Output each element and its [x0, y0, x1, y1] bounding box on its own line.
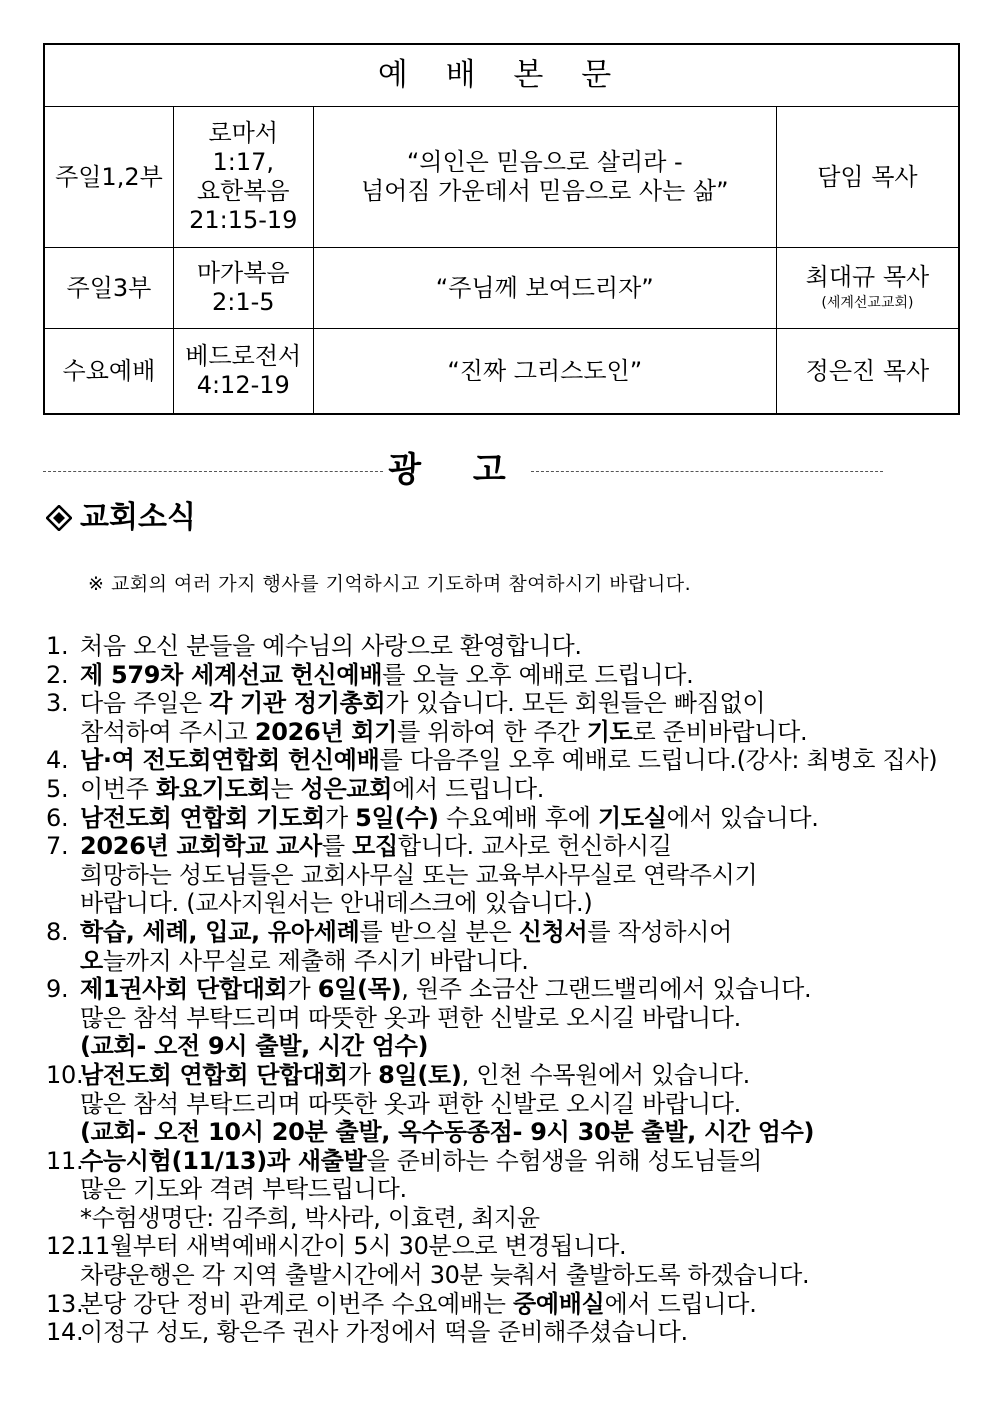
- announcement-list: [46, 632, 976, 1347]
- scripture-ref: 마가복음 2:1-5: [173, 248, 313, 329]
- sermon-table-title: 예 배 본 문: [44, 44, 959, 107]
- item-text: 남전도회 연합회 기도회가 5일(수) 수요예배 후에 기도실에서 있습니다.: [80, 803, 819, 832]
- announcement-item: [46, 775, 976, 804]
- item-text: 제1권사회 단합대회가 6일(목), 원주 소금산 그랜드밸리에서 있습니다.: [80, 975, 812, 1004]
- item-text: 남전도회 연합회 단합대회가 8일(토), 인천 수목원에서 있습니다.: [80, 1060, 750, 1089]
- item-text: 본당 강단 정비 관계로 이번주 수요예배는 중예배실에서 드립니다.: [80, 1289, 757, 1318]
- item-number: 11.: [46, 1146, 84, 1175]
- item-number: 3.: [46, 689, 69, 718]
- item-text: 처음 오신 분들을 예수님의 사랑으로 환영합니다.: [80, 632, 582, 660]
- announcement-item: [46, 1318, 976, 1347]
- preacher-church: (세계선교교회): [821, 294, 914, 311]
- item-number: 1.: [46, 632, 69, 660]
- announcement-item: [46, 1061, 976, 1090]
- preacher: 정은진 목사: [776, 329, 959, 415]
- item-text: 11월부터 새벽예배시간이 5시 30분으로 변경됩니다.: [80, 1232, 627, 1261]
- announcement-item-continued: [46, 1032, 976, 1061]
- announcement-item: [46, 1147, 976, 1176]
- item-text: 바랍니다. (교사지원서는 안내데스크에 있습니다.): [80, 889, 593, 918]
- item-text: 이정구 성도, 황은주 권사 가정에서 떡을 준비해주셨습니다.: [80, 1318, 688, 1347]
- item-text: 오늘까지 사무실로 제출해 주시기 바랍니다.: [80, 946, 529, 975]
- preacher: 최대규 목사 (세계선교교회): [776, 248, 959, 329]
- announcement-item-continued: [46, 1090, 976, 1119]
- section-title-text: 교회소식: [80, 500, 196, 535]
- item-text: 2026년 교회학교 교사를 모집합니다. 교사로 헌신하시길: [80, 832, 672, 861]
- item-text: (교회- 오전 9시 출발, 시간 엄수): [80, 1032, 429, 1061]
- announcements-title: 광 고: [388, 450, 526, 490]
- announcement-item: [46, 746, 976, 775]
- item-text: 많은 기도와 격려 부탁드립니다.: [80, 1175, 407, 1204]
- item-number: 8.: [46, 917, 69, 946]
- sermon-row: [44, 248, 959, 329]
- sermon-row: [44, 107, 959, 248]
- diamond-icon: [46, 505, 72, 531]
- announcement-item: [46, 632, 976, 661]
- item-text: 수능시험(11/13)과 새출발을 준비하는 수험생을 위해 성도님들의: [80, 1146, 762, 1175]
- item-number: 4.: [46, 746, 69, 775]
- announcement-item-continued: [46, 1261, 976, 1290]
- item-text: 제 579차 세계선교 헌신예배를 오늘 오후 예배로 드립니다.: [80, 660, 694, 689]
- announcement-item: [46, 832, 976, 861]
- announcement-note: ※ 교회의 여러 가지 행사를 기억하시고 기도하며 참여하시기 바랍니다.: [88, 573, 692, 595]
- announcement-item-continued: [46, 718, 976, 747]
- sermon-title: “의인은 믿음으로 살리라 - 넘어짐 가운데서 믿음으로 사는 삶”: [313, 107, 776, 248]
- item-text: 많은 참석 부탁드리며 따뜻한 옷과 편한 신발로 오시길 바랍니다.: [80, 1003, 741, 1032]
- item-text: 이번주 화요기도회는 성은교회에서 드립니다.: [80, 774, 545, 803]
- preacher: 담임 목사: [776, 107, 959, 248]
- item-number: 12.: [46, 1232, 84, 1261]
- item-text: 참석하여 주시고 2026년 회기를 위하여 한 주간 기도로 준비바랍니다.: [80, 717, 808, 746]
- item-text: 차량운행은 각 지역 출발시간에서 30분 늦춰서 출발하도록 하겠습니다.: [80, 1261, 810, 1290]
- item-number: 7.: [46, 832, 69, 861]
- sermon-row: [44, 329, 959, 415]
- scripture-ref: 로마서 1:17, 요한복음 21:15-19: [173, 107, 313, 248]
- section-title: [46, 498, 196, 538]
- announcement-item: [46, 1290, 976, 1319]
- item-number: 5.: [46, 774, 69, 803]
- announcement-item-continued: [46, 1175, 976, 1204]
- service-name: 수요예배: [44, 329, 173, 415]
- item-text: (교회- 오전 10시 20분 출발, 옥수동종점- 9시 30분 출발, 시간 엄수): [80, 1118, 815, 1147]
- sermon-title: “주님께 보여드리자”: [313, 248, 776, 329]
- sermon-title: “진짜 그리스도인”: [313, 329, 776, 415]
- divider: [43, 471, 383, 472]
- item-number: 10.: [46, 1060, 84, 1089]
- item-text: *수험생명단: 김주희, 박사라, 이효련, 최지윤: [80, 1203, 540, 1232]
- item-text: 희망하는 성도님들은 교회사무실 또는 교육부사무실로 연락주시기: [80, 860, 758, 889]
- item-number: 6.: [46, 803, 69, 832]
- service-name: 주일3부: [44, 248, 173, 329]
- announcement-item-continued: [46, 861, 976, 890]
- item-number: 14.: [46, 1318, 84, 1347]
- scripture-ref: 베드로전서 4:12-19: [173, 329, 313, 415]
- item-text: 많은 참석 부탁드리며 따뜻한 옷과 편한 신발로 오시길 바랍니다.: [80, 1089, 741, 1118]
- item-number: 9.: [46, 975, 69, 1004]
- announcement-item-continued: [46, 889, 976, 918]
- announcement-item-continued: [46, 1118, 976, 1147]
- announcement-item: [46, 975, 976, 1004]
- announcements-header: [43, 442, 883, 490]
- announcement-item: [46, 689, 976, 718]
- item-number: 2.: [46, 660, 69, 689]
- service-name: 주일1,2부: [44, 107, 173, 248]
- divider: [531, 471, 883, 472]
- announcement-item: [46, 804, 976, 833]
- announcement-item-continued: [46, 1004, 976, 1033]
- announcement-item: [46, 1232, 976, 1261]
- announcement-item-continued: [46, 1204, 976, 1233]
- announcement-item-continued: [46, 947, 976, 976]
- item-text: 남·여 전도회연합회 헌신예배를 다음주일 오후 예배로 드립니다.(강사: 최병호 집사): [80, 746, 938, 775]
- sermon-table: [43, 43, 960, 415]
- announcement-item: [46, 661, 976, 690]
- item-text: 학습, 세례, 입교, 유아세례를 받으실 분은 신청서를 작성하시어: [80, 917, 733, 946]
- item-number: 13.: [46, 1289, 84, 1318]
- item-text: 다음 주일은 각 기관 정기총회가 있습니다. 모든 회원들은 빠짐없이: [80, 689, 766, 718]
- announcement-item: [46, 918, 976, 947]
